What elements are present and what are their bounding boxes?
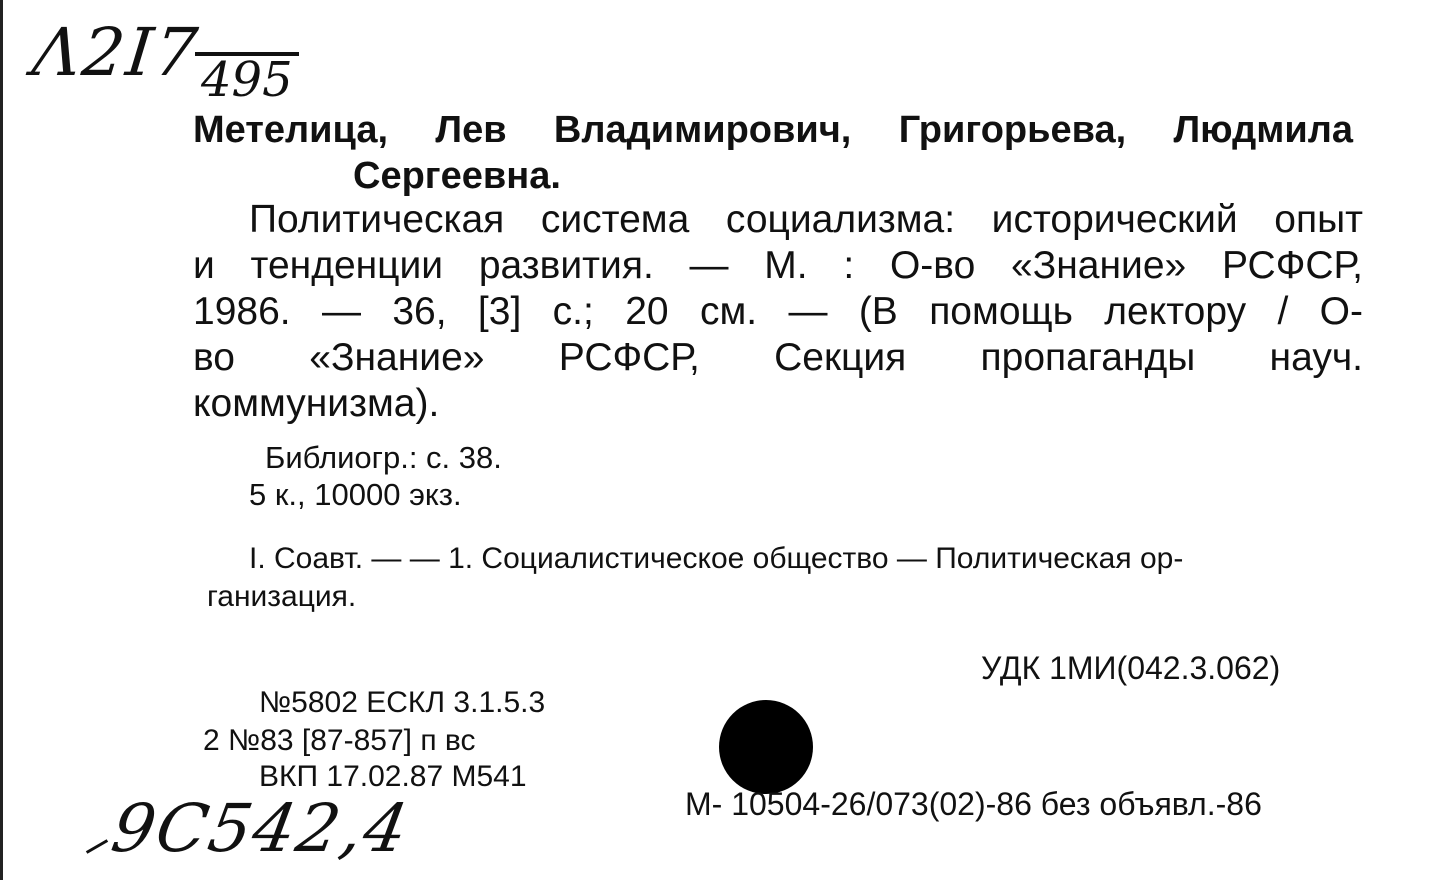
catalog-code: М- 10504-26/073(02)-86 без объявл.-86 [685, 786, 1262, 822]
shelf-mark-sub: 495 [195, 52, 299, 104]
description-line: и тенденции развития. — М. : О-во «Знание» РСФСР, [193, 244, 1363, 287]
shelf-mark-number: Λ2I7 [28, 14, 203, 91]
stats-line: 2 №83 [87-857] п вс [203, 724, 476, 757]
description-line: коммунизма). [193, 382, 440, 425]
author-line: Метелица, Лев Владимирович, Григорьева, Людмила [193, 109, 1353, 151]
bibliography-note: Библиогр.: с. 38. [265, 440, 502, 475]
stats-line: №5802 ЕСКЛ 3.1.5.3 [259, 686, 546, 719]
subject-line: I. Соавт. — — 1. Социалистическое общество — Политическая ор- [249, 542, 1184, 575]
title-description [193, 197, 1363, 427]
subject-line: ганизация. [207, 580, 357, 613]
subject-headings [207, 540, 1357, 616]
copies-note: 5 к., 10000 экз. [249, 477, 462, 512]
pen-stroke-mark [86, 839, 108, 854]
description-line: 1986. — 36, [3] с.; 20 см. — (В помощь лектору / О- [193, 290, 1363, 333]
udk-code: УДК 1МИ(042.3.062) [981, 650, 1281, 686]
ink-blot-mark [719, 700, 813, 794]
description-line: во «Знание» РСФСР, Секция пропаганды науч. [193, 336, 1363, 379]
author-line-continued: Сергеевна. [353, 155, 561, 197]
handwritten-shelf-code: 9С542,4 [106, 790, 416, 867]
stats-line: ВКП 17.02.87 М541 [259, 760, 527, 793]
description-line: Политическая система социализма: исторический опыт [249, 198, 1363, 241]
